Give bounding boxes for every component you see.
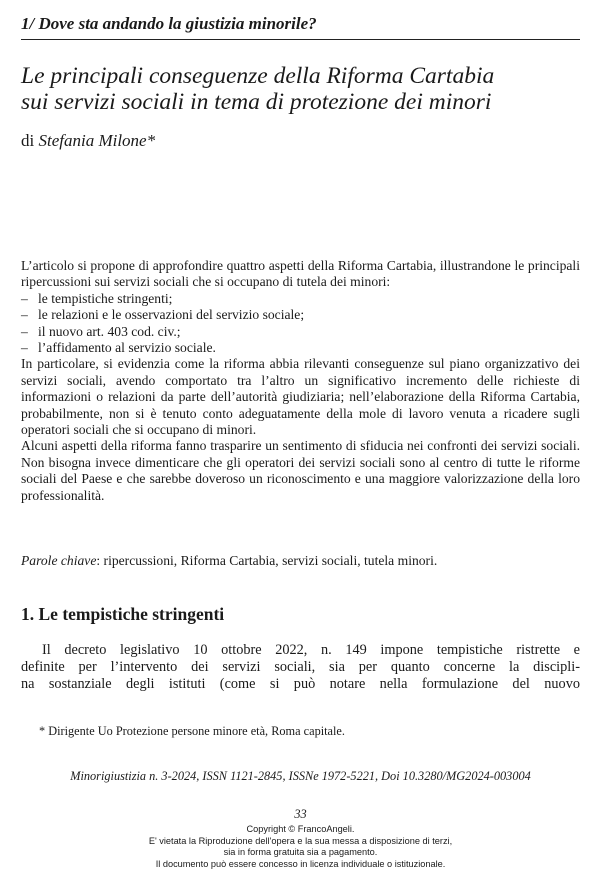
list-item: – il nuovo art. 403 cod. civ.; [21,323,181,339]
abstract [21,258,580,504]
body-line-1: Il decreto legislativo 10 ottobre 2022, n. 149 impone tempistiche ristrette e [42,642,580,658]
page-number: 33 [294,807,307,821]
keywords-label: Parole chiave [21,553,97,568]
author-line [21,131,155,151]
dash-bullet: – [21,307,28,323]
list-item: – le relazioni e le osservazioni del servizio sociale; [21,307,305,323]
body-paragraph [21,642,580,692]
keywords-text: : ripercussioni, Riforma Cartabia, servizi sociali, tutela minori. [96,553,438,568]
keywords [21,553,437,569]
abstract-intro: L’articolo si propone di approfondire quattro aspetti della Riforma Cartabia, illustrandone le principali ripercussioni sui servizi sociali che si occupano di tutela dei minori: [21,258,580,290]
article-title [21,63,580,115]
body-line-3: na sostanziale degli istituti (come si può notare nella formulazione del nuovo [21,675,580,692]
copyright-notice [21,824,580,870]
copyright-line: Il documento può essere concesso in licenza individuale o istituzionale. [155,858,446,869]
abstract-paragraph-3: Alcuni aspetti della riforma fanno trasparire un sentimento di sfiducia nei confronti dei servizi sociali. Non bisogna invece dimenticare che gli operatori dei servizi sociali sono al centro di tutte le riforme sociali del Paese e che sarebbe doveroso un riconoscimento e una maggiore valorizzazione della loro professionalità. [21,438,580,503]
journal-info: Minorigiustizia n. 3-2024, ISSN 1121-2845, ISSNe 1972-5221, Doi 10.3280/MG2024-003004 [70,769,531,783]
copyright-line: sia in forma gratuita sia a pagamento. [223,847,378,858]
copyright-line: Copyright © FrancoAngeli. [246,824,355,834]
dash-bullet: – [21,323,28,339]
document-page [21,0,580,890]
list-item: – l’affidamento al servizio sociale. [21,340,216,356]
abstract-list [21,291,580,357]
dash-bullet: – [21,290,28,306]
author-name: Stefania Milone* [38,131,156,150]
list-item: – le tempistiche stringenti; [21,290,173,306]
title-line-2: sui servizi sociali in tema di protezione dei minori [21,89,492,115]
footnote: * Dirigente Uo Protezione persone minore età, Roma capitale. [39,724,345,738]
title-line-1: Le principali conseguenze della Riforma Cartabia [21,63,495,89]
copyright-line: E' vietata la Riproduzione dell'opera e la sua messa a disposizione di terzi, [148,835,453,846]
dash-bullet: – [21,340,28,356]
section-heading: 1. Le tempistiche stringenti [21,604,225,624]
section-header: 1/ Dove sta andando la giustizia minorile? [21,14,580,40]
author-prefix: di [21,131,35,150]
body-line-2: definite per l’intervento dei servizi sociali, sia per quanto concerne la discipli- [21,658,580,675]
abstract-paragraph-2: In particolare, si evidenzia come la riforma abbia rilevanti conseguenze sul piano organizzativo dei servizi sociali, avendo comportato tra l’altro un significativo incremento delle richieste di informazioni o relazioni da parte dell’autorità giudiziaria; nell’elaborazione della Riforma Cartabia, probabilmente, non si è tenuto conto adeguatamente della mole di lavoro venuta a ricadere sugli operatori sociali che si occupano di minori. [21,356,580,438]
